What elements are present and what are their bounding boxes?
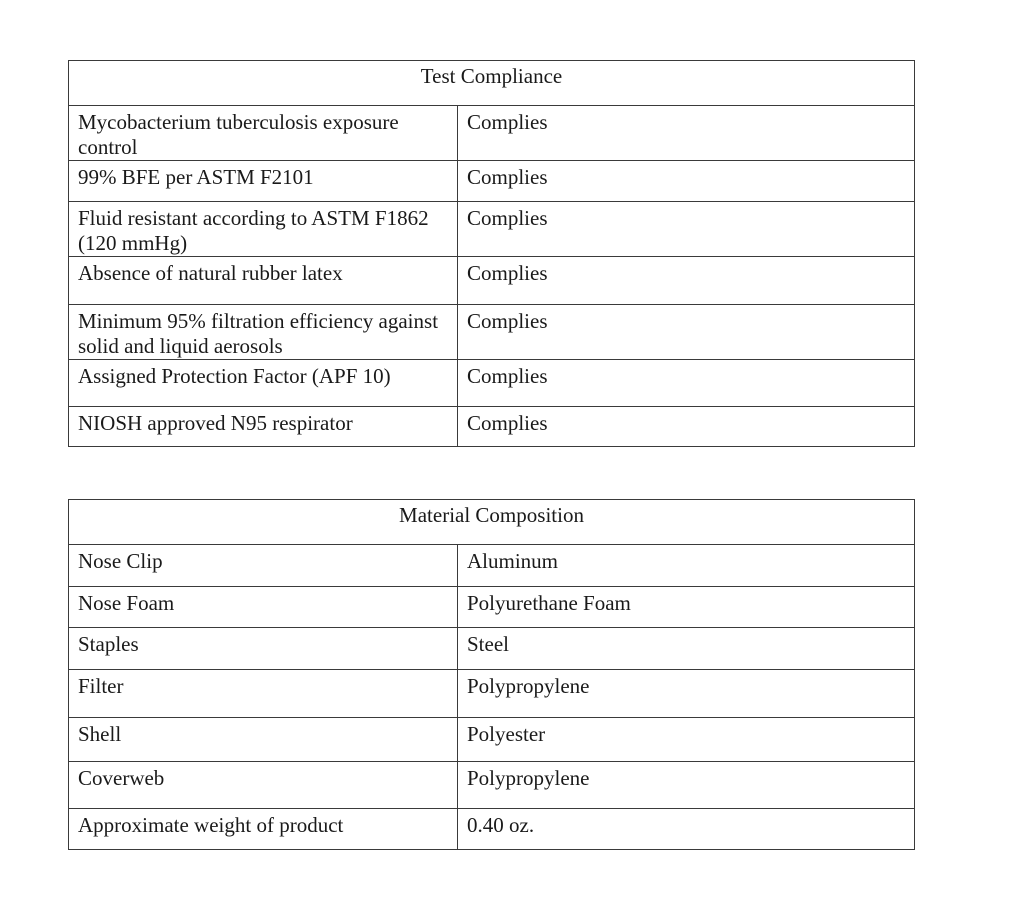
component-cell: Staples (69, 628, 458, 670)
table-row (69, 809, 915, 850)
table-row (69, 202, 915, 257)
test-compliance-title: Test Compliance (69, 61, 915, 106)
requirement-cell: Assigned Protection Factor (APF 10) (69, 360, 458, 407)
table-row (69, 545, 915, 587)
requirement-cell: Minimum 95% filtration efficiency against solid and liquid aerosols (69, 305, 458, 360)
compliance-status-cell: Complies (458, 305, 915, 360)
compliance-status-cell: Complies (458, 161, 915, 202)
component-cell: Shell (69, 718, 458, 762)
compliance-status-cell: Complies (458, 360, 915, 407)
test-compliance-table (68, 60, 915, 447)
material-composition-title: Material Composition (69, 500, 915, 545)
requirement-cell: NIOSH approved N95 respirator (69, 407, 458, 447)
component-cell: Filter (69, 670, 458, 718)
requirement-cell: Fluid resistant according to ASTM F1862 (120 mmHg) (69, 202, 458, 257)
table-row (69, 106, 915, 161)
compliance-status-cell: Complies (458, 202, 915, 257)
material-composition-table (68, 499, 915, 850)
table-row (69, 718, 915, 762)
table-row (69, 407, 915, 447)
compliance-status-cell: Complies (458, 257, 915, 305)
requirement-cell: Mycobacterium tuberculosis exposure control (69, 106, 458, 161)
table-row (69, 360, 915, 407)
table-row (69, 305, 915, 360)
table-header-row (69, 61, 915, 106)
component-cell: Nose Clip (69, 545, 458, 587)
component-cell: Nose Foam (69, 587, 458, 628)
material-cell: Steel (458, 628, 915, 670)
component-cell: Approximate weight of product (69, 809, 458, 850)
compliance-status-cell: Complies (458, 407, 915, 447)
material-cell: Polyester (458, 718, 915, 762)
table-header-row (69, 500, 915, 545)
component-cell: Coverweb (69, 762, 458, 809)
requirement-cell: 99% BFE per ASTM F2101 (69, 161, 458, 202)
material-cell: Polypropylene (458, 762, 915, 809)
material-cell: Aluminum (458, 545, 915, 587)
requirement-cell: Absence of natural rubber latex (69, 257, 458, 305)
material-cell: 0.40 oz. (458, 809, 915, 850)
table-row (69, 257, 915, 305)
table-row (69, 587, 915, 628)
table-row (69, 628, 915, 670)
table-row (69, 670, 915, 718)
table-row (69, 161, 915, 202)
table-row (69, 762, 915, 809)
material-cell: Polyurethane Foam (458, 587, 915, 628)
material-cell: Polypropylene (458, 670, 915, 718)
compliance-status-cell: Complies (458, 106, 915, 161)
